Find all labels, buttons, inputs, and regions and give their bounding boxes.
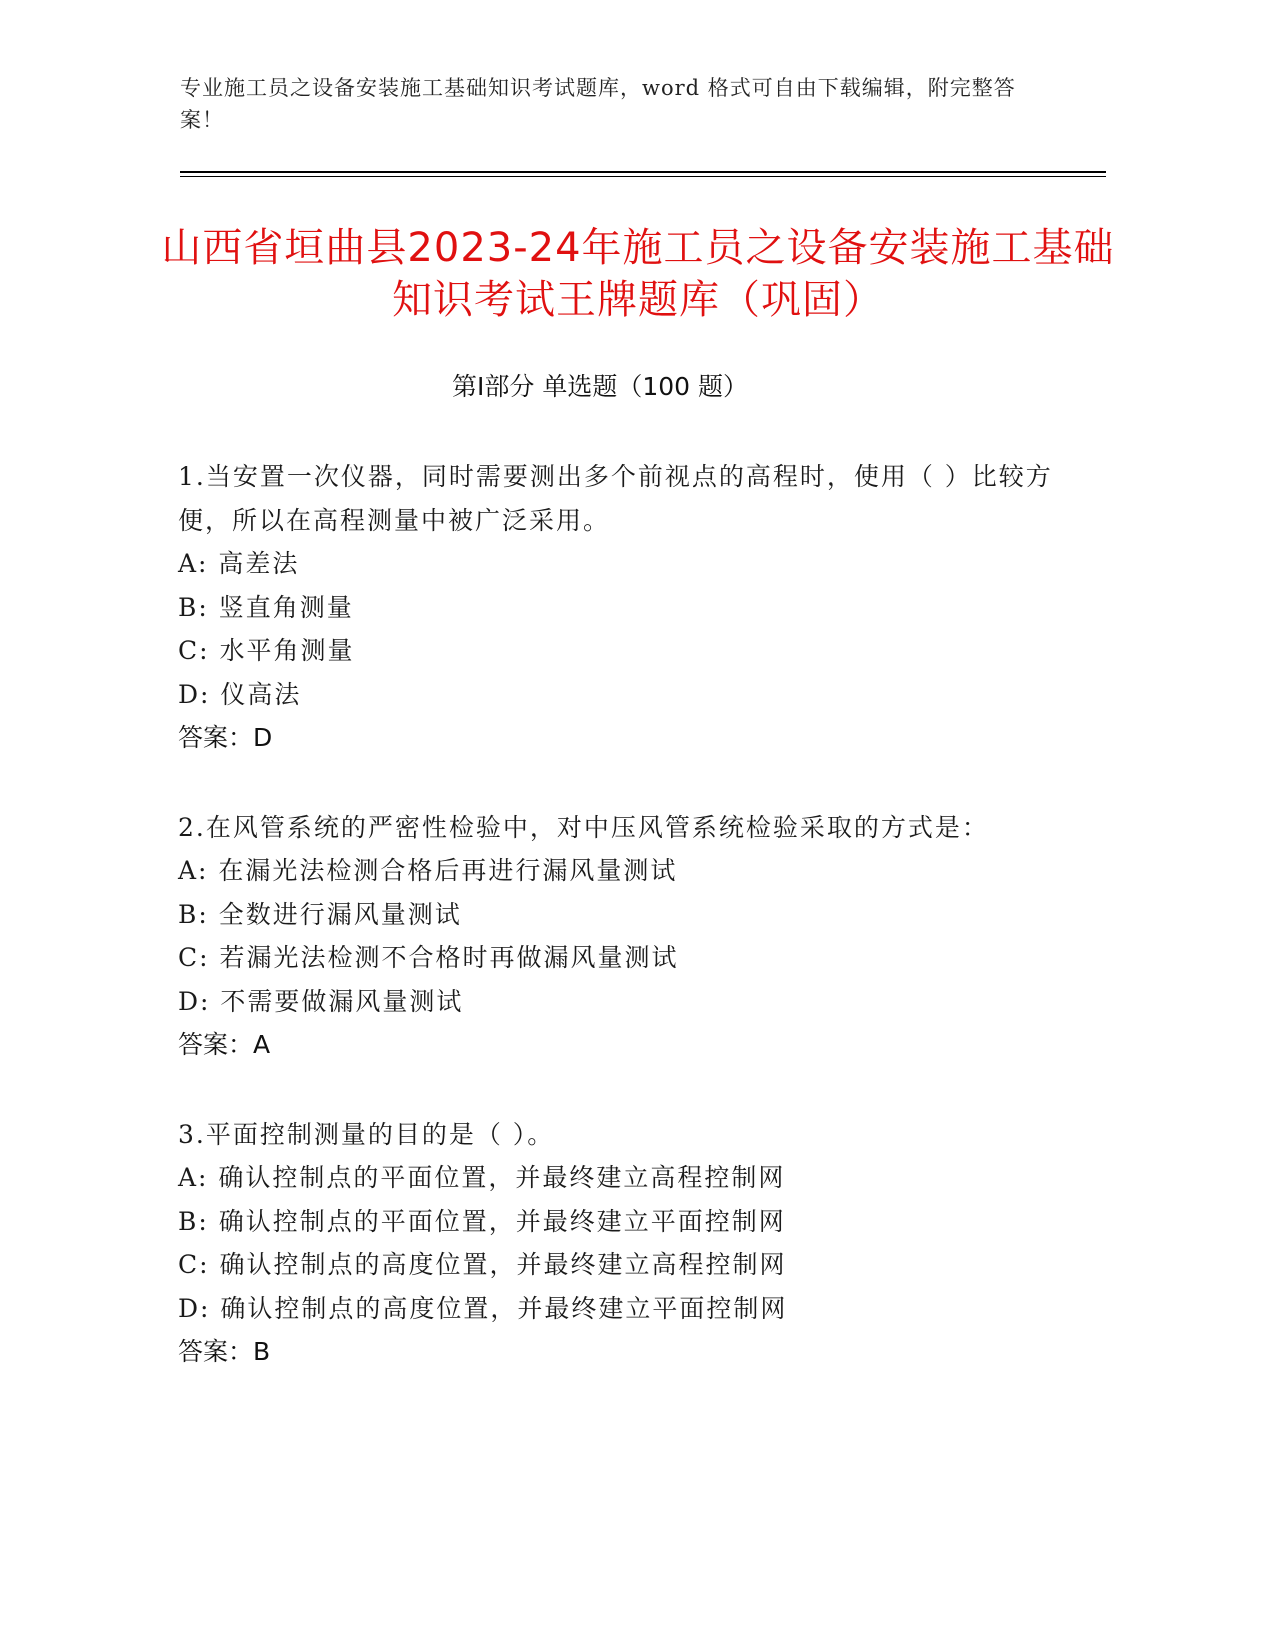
option-c: C: 若漏光法检测不合格时再做漏风量测试 bbox=[178, 943, 679, 972]
option-b: B: 全数进行漏风量测试 bbox=[178, 899, 462, 929]
answer: 答案：B bbox=[178, 1337, 271, 1366]
option-a: A: 在漏光法检测合格后再进行漏风量测试 bbox=[178, 856, 678, 885]
question-stem: 3.平面控制测量的目的是（ ）。 bbox=[178, 1119, 555, 1149]
option-d: D: 确认控制点的高度位置，并最终建立平面控制网 bbox=[178, 1293, 788, 1323]
option-b: B: 竖直角测量 bbox=[178, 592, 354, 622]
question-stem: 1.当安置一次仪器，同时需要测出多个前视点的高程时，使用（ ）比较方便，所以在高程测量中被广泛采用。 bbox=[178, 462, 1053, 535]
question-list bbox=[178, 455, 1058, 1420]
question-3 bbox=[178, 1113, 1058, 1374]
header-divider-thin bbox=[180, 176, 1106, 177]
option-d: D: 不需要做漏风量测试 bbox=[178, 986, 464, 1016]
document-title: 山西省垣曲县2023-24年施工员之设备安装施工基础知识考试王牌题库（巩固） bbox=[161, 225, 1115, 323]
section-title: 第Ⅰ部分 单选题（100 题） bbox=[452, 372, 748, 401]
option-b: B: 确认控制点的平面位置，并最终建立平面控制网 bbox=[178, 1206, 786, 1236]
option-a: A: 确认控制点的平面位置，并最终建立高程控制网 bbox=[178, 1163, 786, 1192]
question-1 bbox=[178, 455, 1058, 760]
header-note: 专业施工员之设备安装施工基础知识考试题库，word 格式可自由下载编辑，附完整答案！ bbox=[180, 76, 1016, 132]
answer: 答案：D bbox=[178, 723, 273, 752]
header-divider-thick bbox=[180, 171, 1106, 173]
question-2 bbox=[178, 806, 1058, 1067]
option-a: A: 高差法 bbox=[178, 549, 300, 578]
question-stem: 2.在风管系统的严密性检验中，对中压风管系统检验采取的方式是： bbox=[178, 812, 989, 842]
option-d: D: 仪高法 bbox=[178, 679, 302, 709]
answer: 答案：A bbox=[178, 1030, 271, 1059]
option-c: C: 确认控制点的高度位置，并最终建立高程控制网 bbox=[178, 1250, 787, 1279]
option-c: C: 水平角测量 bbox=[178, 636, 355, 665]
